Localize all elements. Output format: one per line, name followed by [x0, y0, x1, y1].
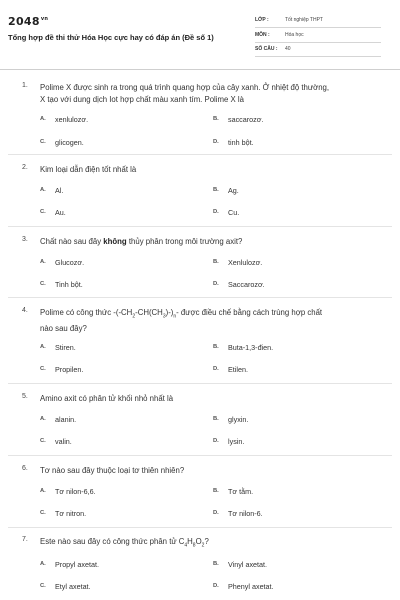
- option-letter: A.: [40, 561, 46, 567]
- option-letter: A.: [40, 416, 46, 422]
- option-letter: D.: [213, 209, 219, 215]
- stem-emphasis: không: [103, 237, 127, 246]
- option-letter: B.: [213, 259, 219, 265]
- question-divider: [8, 297, 392, 298]
- question-divider: [8, 455, 392, 456]
- stem-line: [40, 307, 385, 323]
- stem-text: H: [187, 537, 193, 546]
- meta-subject: [255, 30, 381, 43]
- stem-subscript: 4: [184, 542, 188, 549]
- meta-value: Tốt nghiệp THPT: [285, 17, 323, 23]
- stem-line: X tạo với dung dịch Iot hợp chất màu xanh tím. Polime X là: [40, 95, 244, 104]
- option-letter: C.: [40, 209, 46, 215]
- option-letter: D.: [213, 510, 219, 516]
- option-text: Xenlulozơ.: [228, 258, 263, 267]
- option-letter: D.: [213, 438, 219, 444]
- option-text: Buta-1,3-đien.: [228, 343, 274, 352]
- option-letter: D.: [213, 366, 219, 372]
- option-letter: B.: [213, 416, 219, 422]
- option-text: Ag.: [228, 186, 239, 195]
- option-text: Au.: [55, 208, 66, 217]
- option-letter: A.: [40, 344, 46, 350]
- option-text: alanin.: [55, 415, 77, 424]
- question-stem: [40, 307, 385, 335]
- option-letter: C.: [40, 366, 46, 372]
- question-stem: Kim loại dẫn điện tốt nhất là: [40, 165, 137, 174]
- option-letter: A.: [40, 488, 46, 494]
- option-text: tinh bột.: [228, 138, 254, 147]
- option-text: Tinh bột.: [55, 280, 83, 289]
- stem-subscript: 3: [162, 313, 166, 320]
- question-divider: [8, 226, 392, 227]
- meta-grade: [255, 15, 381, 28]
- option-letter: C.: [40, 510, 46, 516]
- stem-text: ?: [204, 537, 209, 546]
- question-number: 4.: [22, 307, 28, 314]
- stem-line: Polime X được sinh ra trong quá trình quang hợp của cây xanh. Ở nhiệt độ thường,: [40, 83, 330, 92]
- site-logo[interactable]: [8, 15, 48, 28]
- option-letter: C.: [40, 139, 46, 145]
- option-text: Etilen.: [228, 365, 248, 374]
- question-stem: Tơ nào sau đây thuộc loại tơ thiên nhiên?: [40, 466, 185, 475]
- option-text: Tơ nitron.: [55, 509, 87, 518]
- stem-text: )-): [165, 308, 174, 317]
- meta-value: 40: [285, 46, 291, 52]
- stem-subscript: 2: [132, 313, 136, 320]
- meta-value: Hóa học: [285, 32, 304, 38]
- option-letter: B.: [213, 116, 219, 122]
- option-letter: C.: [40, 438, 46, 444]
- option-text: Cu.: [228, 208, 240, 217]
- option-text: Tơ nilon-6,6.: [55, 487, 96, 496]
- option-text: glicogen.: [55, 138, 84, 147]
- option-letter: D.: [213, 583, 219, 589]
- option-letter: B.: [213, 344, 219, 350]
- option-text: valin.: [55, 437, 72, 446]
- stem-text: Polime có công thức -(-CH: [40, 308, 133, 317]
- option-text: Al.: [55, 186, 64, 195]
- stem-text: thủy phân trong môi trường axit?: [126, 237, 243, 246]
- question-number: 2.: [22, 164, 28, 171]
- option-text: Vinyl axetat.: [228, 560, 268, 569]
- option-text: xenlulozơ.: [55, 115, 89, 124]
- option-letter: A.: [40, 187, 46, 193]
- option-text: saccarozơ.: [228, 115, 264, 124]
- logo-suffix: vn: [40, 16, 49, 23]
- question-number: 6.: [22, 465, 28, 472]
- option-text: Saccarozơ.: [228, 280, 265, 289]
- option-text: Phenyl axetat.: [228, 582, 274, 591]
- option-text: Stiren.: [55, 343, 76, 352]
- header-divider: [0, 69, 400, 70]
- stem-text: O: [195, 537, 202, 546]
- option-letter: A.: [40, 259, 46, 265]
- question-stem: [40, 236, 385, 248]
- option-letter: C.: [40, 583, 46, 589]
- stem-text: - được điều chế bằng cách trùng hợp chất: [176, 308, 323, 317]
- option-text: Glucozơ.: [55, 258, 85, 267]
- stem-text: -CH(CH: [135, 308, 163, 317]
- stem-subscript: 8: [192, 542, 196, 549]
- question-stem: [40, 82, 385, 106]
- document-title: Tổng hợp đề thi thử Hóa Học cực hay có đáp án (Đề số 1): [8, 33, 214, 42]
- logo-text[interactable]: 2048: [8, 15, 40, 28]
- meta-label: SỐ CÂU :: [255, 46, 278, 52]
- question-stem: [40, 536, 385, 552]
- question-number: 3.: [22, 236, 28, 243]
- option-text: glyxin.: [228, 415, 249, 424]
- stem-text: Este nào sau đây có công thức phân tử C: [40, 537, 185, 546]
- document-header: [0, 0, 400, 74]
- option-text: lysin.: [228, 437, 245, 446]
- option-letter: B.: [213, 561, 219, 567]
- meta-label: MÔN :: [255, 32, 270, 38]
- stem-subscript: n: [173, 313, 177, 320]
- option-text: Propyl axetat.: [55, 560, 99, 569]
- option-letter: A.: [40, 116, 46, 122]
- option-text: Tơ nilon-6.: [228, 509, 263, 518]
- question-divider: [8, 383, 392, 384]
- meta-label: LỚP :: [255, 17, 269, 23]
- option-letter: C.: [40, 281, 46, 287]
- stem-line: nào sau đây?: [40, 323, 87, 333]
- option-letter: D.: [213, 281, 219, 287]
- question-number: 5.: [22, 393, 28, 400]
- question-divider: [8, 154, 392, 155]
- option-text: Tơ tằm.: [228, 487, 254, 496]
- question-stem: Amino axit có phân tử khối nhỏ nhất là: [40, 394, 174, 403]
- option-letter: D.: [213, 139, 219, 145]
- meta-question-count: [255, 44, 381, 57]
- question-number: 1.: [22, 82, 28, 89]
- option-letter: B.: [213, 488, 219, 494]
- question-number: 7.: [22, 536, 28, 543]
- option-letter: B.: [213, 187, 219, 193]
- stem-text: Chất nào sau đây: [40, 237, 104, 246]
- option-text: Etyl axetat.: [55, 582, 91, 591]
- option-text: Propilen.: [55, 365, 84, 374]
- stem-subscript: 2: [201, 542, 205, 549]
- question-divider: [8, 527, 392, 528]
